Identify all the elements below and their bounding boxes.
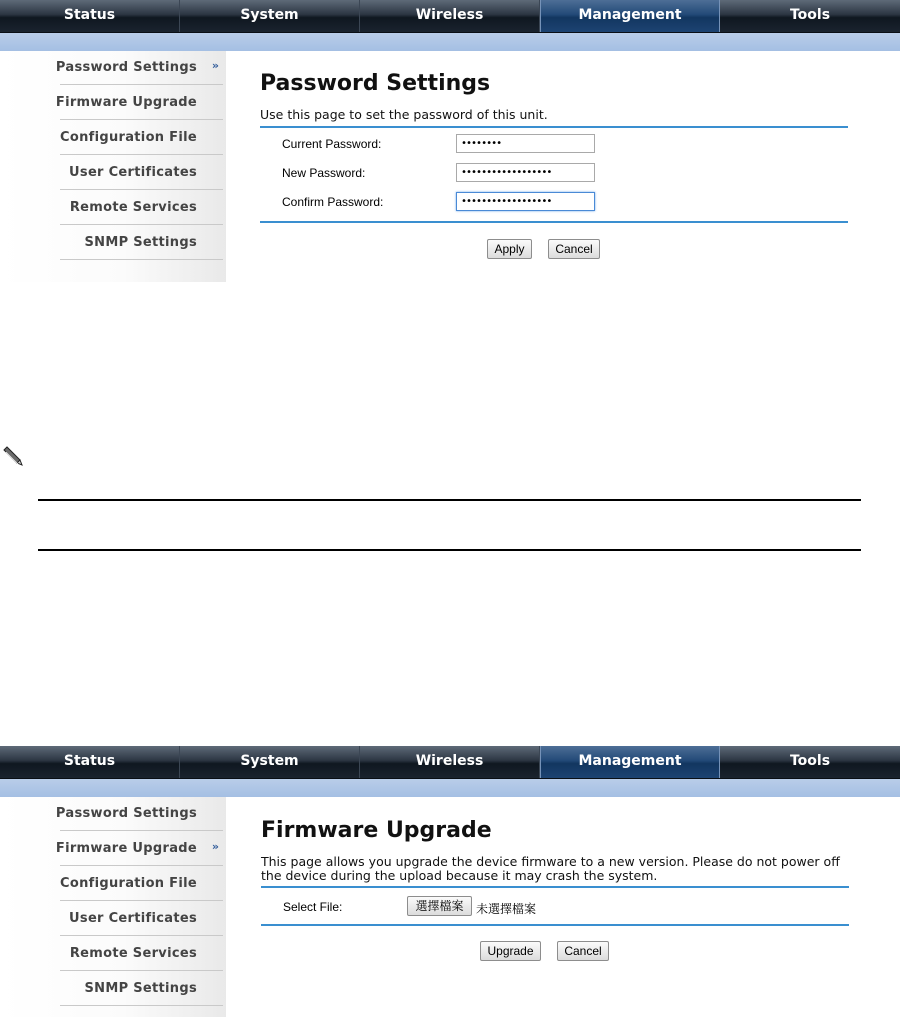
sidebar-item-user-certificates[interactable] bbox=[60, 156, 223, 190]
sidebar-item-snmp-settings[interactable] bbox=[60, 972, 223, 1006]
new-password-field[interactable]: •••••••••••••••••• bbox=[456, 163, 595, 182]
sidebar-item-configuration-file[interactable] bbox=[60, 121, 223, 155]
firmware-upgrade-screenshot bbox=[0, 746, 900, 1017]
nav-tab-tools[interactable]: Tools bbox=[789, 7, 831, 23]
page-title: Firmware Upgrade bbox=[261, 818, 492, 843]
confirm-password-label: Confirm Password: bbox=[282, 195, 384, 209]
sidebar-item-password-settings[interactable] bbox=[55, 797, 223, 831]
nav-tab-system[interactable]: System bbox=[180, 0, 360, 32]
sub-navigation-bar bbox=[0, 779, 900, 797]
nav-tab-management[interactable]: Management bbox=[540, 0, 720, 32]
sidebar-item-label: Configuration File bbox=[60, 130, 197, 145]
sidebar-item-label: User Certificates bbox=[69, 165, 197, 180]
sidebar-item-firmware-upgrade[interactable] bbox=[55, 86, 223, 120]
page-title: Password Settings bbox=[260, 71, 491, 96]
password-settings-screenshot bbox=[0, 0, 900, 282]
sub-navigation-bar bbox=[0, 33, 900, 51]
nav-tab-status[interactable]: Status bbox=[0, 0, 180, 32]
confirm-password-field[interactable]: •••••••••••••••••• bbox=[456, 192, 595, 211]
sidebar-item-label: Firmware Upgrade bbox=[55, 841, 197, 856]
pencil-icon bbox=[2, 446, 24, 466]
note-bottom-rule bbox=[38, 549, 861, 551]
divider bbox=[260, 221, 848, 223]
nav-tab-system[interactable]: System bbox=[180, 746, 360, 778]
sidebar-item-label: User Certificates bbox=[69, 911, 197, 926]
nav-tab-tools[interactable]: Tools bbox=[789, 753, 831, 769]
sidebar-item-label: Firmware Upgrade bbox=[55, 95, 197, 110]
nav-tab-wireless[interactable]: Wireless bbox=[360, 746, 540, 778]
sidebar-item-user-certificates[interactable] bbox=[60, 902, 223, 936]
apply-button[interactable]: Apply bbox=[487, 239, 532, 259]
nav-tab-management[interactable]: Management bbox=[540, 746, 720, 778]
current-password-label: Current Password: bbox=[282, 137, 382, 151]
top-navigation-bar bbox=[0, 0, 900, 33]
sidebar-item-label: Configuration File bbox=[60, 876, 197, 891]
sidebar-item-label: Remote Services bbox=[69, 200, 197, 215]
page-description: This page allows you upgrade the device firmware to a new version. Please do not power off the device during the upload because it may crash the system. bbox=[261, 854, 840, 883]
sidebar-item-snmp-settings[interactable] bbox=[60, 226, 223, 260]
sidebar-item-label: SNMP Settings bbox=[84, 235, 197, 250]
cancel-button[interactable]: Cancel bbox=[548, 239, 600, 259]
sidebar-item-remote-services[interactable] bbox=[60, 937, 223, 971]
divider bbox=[260, 126, 848, 128]
sidebar-menu bbox=[0, 51, 226, 282]
nav-tab-status[interactable]: Status bbox=[0, 746, 180, 778]
sidebar-item-label: Password Settings bbox=[55, 806, 197, 821]
sidebar-item-remote-services[interactable] bbox=[60, 191, 223, 225]
note-top-rule bbox=[38, 499, 861, 501]
page-description: Use this page to set the password of this unit. bbox=[260, 107, 548, 122]
current-password-field[interactable]: •••••••• bbox=[456, 134, 595, 153]
divider bbox=[261, 886, 849, 888]
cancel-button[interactable]: Cancel bbox=[557, 941, 609, 961]
choose-file-button[interactable]: 選擇檔案 bbox=[407, 896, 472, 916]
sidebar-item-configuration-file[interactable] bbox=[60, 867, 223, 901]
sidebar-item-label: Remote Services bbox=[69, 946, 197, 961]
sidebar-item-label: Password Settings bbox=[55, 60, 197, 75]
sidebar-item-firmware-upgrade[interactable] bbox=[55, 832, 223, 866]
double-chevron-right-icon: » bbox=[211, 59, 219, 72]
top-navigation-bar bbox=[0, 746, 900, 779]
no-file-chosen-text: 未選擇檔案 bbox=[476, 902, 537, 916]
sidebar-item-label: SNMP Settings bbox=[84, 981, 197, 996]
new-password-label: New Password: bbox=[282, 166, 366, 180]
double-chevron-right-icon: » bbox=[211, 840, 219, 853]
nav-tab-wireless[interactable]: Wireless bbox=[360, 0, 540, 32]
sidebar-menu bbox=[0, 797, 226, 1017]
divider bbox=[261, 924, 849, 926]
select-file-label: Select File: bbox=[283, 900, 343, 914]
sidebar-item-password-settings[interactable] bbox=[55, 51, 223, 85]
upgrade-button[interactable]: Upgrade bbox=[480, 941, 541, 961]
